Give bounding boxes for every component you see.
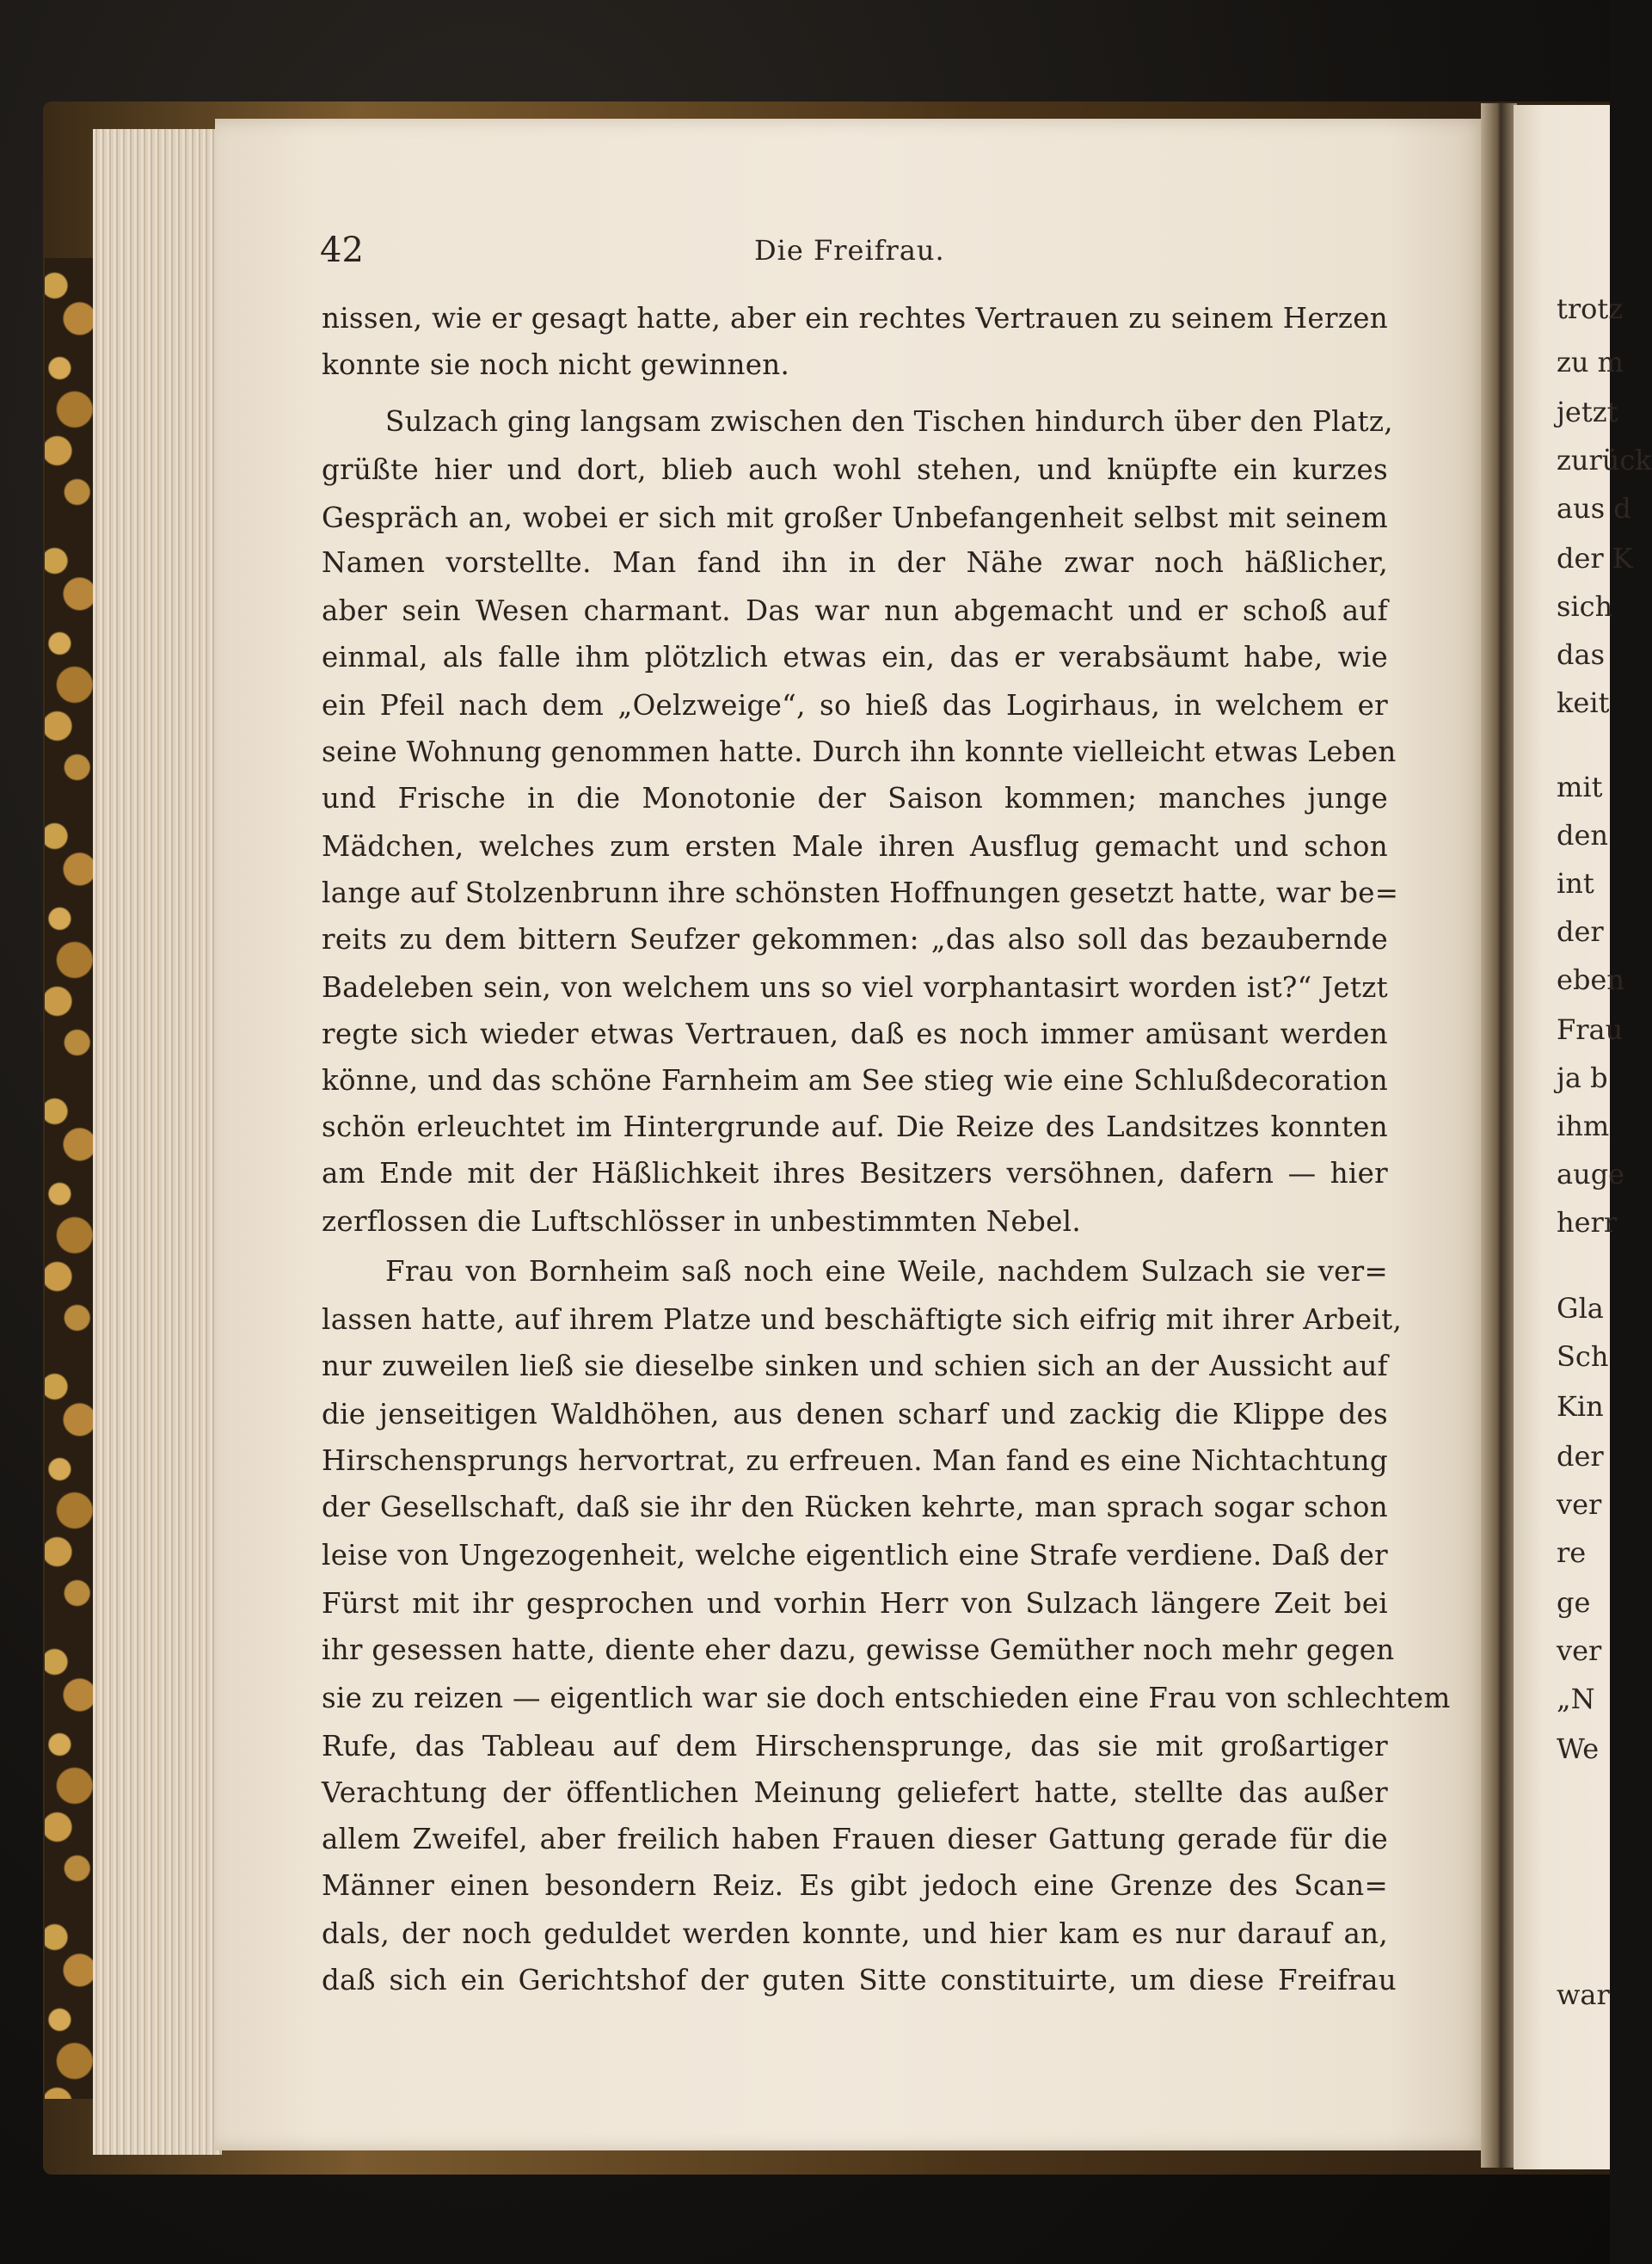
- text-line: Sulzach ging langsam zwischen den Tischen hindurch über den Platz,: [385, 405, 1393, 438]
- text-line: nur zuweilen ließ sie dieselbe sinken und schien sich an der Aussicht auf: [322, 1350, 1388, 1382]
- text-line: konnte sie noch nicht gewinnen.: [322, 348, 790, 381]
- right-page-fragment: „N: [1557, 1683, 1595, 1715]
- right-page-fragment: herr: [1557, 1206, 1618, 1239]
- right-page-fragment: sich: [1557, 590, 1613, 623]
- right-page-fragment: auge: [1557, 1158, 1625, 1190]
- right-page-fragment: mit: [1557, 771, 1603, 803]
- right-page-fragment: Frau: [1557, 1013, 1624, 1046]
- right-page-fragment: keit: [1557, 686, 1610, 719]
- right-page-fragment: ver: [1557, 1634, 1602, 1667]
- right-page-fragment: trotz: [1557, 292, 1624, 325]
- running-title: Die Freifrau.: [754, 234, 945, 267]
- text-line: grüßte hier und dort, blieb auch wohl stehen, und knüpfte ein kurzes: [322, 453, 1388, 486]
- right-page-fragment: den: [1557, 819, 1609, 852]
- text-line: seine Wohnung genommen hatte. Durch ihn konnte vielleicht etwas Leben: [322, 735, 1397, 768]
- text-line: Mädchen, welches zum ersten Male ihren Ausflug gemacht und schon: [322, 830, 1388, 863]
- marbled-edge: [45, 258, 95, 2099]
- right-page-fragment: We: [1557, 1732, 1600, 1765]
- right-page-fragment: Gla: [1557, 1292, 1604, 1325]
- text-line: Hirschensprungs hervortrat, zu erfreuen. Man fand es eine Nichtachtung: [322, 1444, 1388, 1477]
- text-line: am Ende mit der Häßlichkeit ihres Besitzers versöhnen, dafern — hier: [322, 1157, 1388, 1190]
- right-page-fragment: der: [1557, 1440, 1604, 1473]
- right-page-fragment: ge: [1557, 1586, 1591, 1619]
- page-edges: [93, 129, 222, 2155]
- book-gutter: [1481, 103, 1517, 2168]
- right-page-fragment: ver: [1557, 1488, 1602, 1521]
- text-line: Gespräch an, wobei er sich mit großer Unbefangenheit selbst mit seinem: [322, 501, 1388, 534]
- text-line: die jenseitigen Waldhöhen, aus denen scharf und zackig die Klippe des: [322, 1398, 1388, 1430]
- right-page-fragment: zurück: [1557, 444, 1652, 477]
- text-line: einmal, als falle ihm plötzlich etwas ein, das er verabsäumt habe, wie: [322, 641, 1388, 674]
- text-line: daß sich ein Gerichtshof der guten Sitte constituirte, um diese Freifrau: [322, 1964, 1397, 1996]
- text-line: lassen hatte, auf ihrem Platze und beschäftigte sich eifrig mit ihrer Arbeit,: [322, 1303, 1403, 1336]
- text-line: nissen, wie er gesagt hatte, aber ein rechtes Vertrauen zu seinem Herzen: [322, 302, 1388, 335]
- page-header: [320, 231, 1395, 274]
- text-line: Rufe, das Tableau auf dem Hirschensprunge, das sie mit großartiger: [322, 1730, 1388, 1763]
- text-line: der Gesellschaft, daß sie ihr den Rücken kehrte, man sprach sogar schon: [322, 1491, 1388, 1523]
- page-number: 42: [320, 231, 364, 270]
- right-page-fragment: das: [1557, 638, 1605, 671]
- right-page-fragment: aus d: [1557, 492, 1631, 525]
- text-line: und Frische in die Monotonie der Saison kommen; manches junge: [322, 782, 1388, 815]
- right-page-fragment: int: [1557, 867, 1594, 900]
- right-page-fragment: ihm: [1557, 1110, 1610, 1142]
- right-page-fragment: Sch: [1557, 1340, 1609, 1373]
- right-page-fragment: war: [1557, 1978, 1610, 2011]
- text-line: zerflossen die Luftschlösser in unbestimmten Nebel.: [322, 1205, 1081, 1238]
- text-line: allem Zweifel, aber freilich haben Frauen dieser Gattung gerade für die: [322, 1823, 1388, 1855]
- text-line: Fürst mit ihr gesprochen und vorhin Herr von Sulzach längere Zeit bei: [322, 1587, 1388, 1620]
- right-page-fragment: jetzt: [1557, 396, 1618, 428]
- text-line: reits zu dem bittern Seufzer gekommen: „das also soll das bezaubernde: [322, 923, 1388, 956]
- text-line: ihr gesessen hatte, diente eher dazu, gewisse Gemüther noch mehr gegen: [322, 1633, 1395, 1666]
- right-page-fragment: eben: [1557, 963, 1624, 996]
- text-line: schön erleuchtet im Hintergrunde auf. Die Reize des Landsitzes konnten: [322, 1110, 1388, 1143]
- text-line: Männer einen besondern Reiz. Es gibt jedoch eine Grenze des Scan=: [322, 1869, 1388, 1902]
- text-line: dals, der noch geduldet werden konnte, und hier kam es nur darauf an,: [322, 1917, 1388, 1950]
- text-line: lange auf Stolzenbrunn ihre schönsten Hoffnungen gesetzt hatte, war be=: [322, 877, 1399, 909]
- right-page-fragment: der: [1557, 915, 1604, 948]
- right-page-fragment: der K: [1557, 542, 1633, 575]
- text-line: könne, und das schöne Farnheim am See stieg wie eine Schlußdecoration: [322, 1064, 1388, 1097]
- text-line: Frau von Bornheim saß noch eine Weile, nachdem Sulzach sie ver=: [385, 1255, 1388, 1288]
- text-line: ein Pfeil nach dem „Oelzweige“, so hieß das Logirhaus, in welchem er: [322, 689, 1388, 722]
- right-page-fragment: ja b: [1557, 1061, 1608, 1094]
- text-line: Badeleben sein, von welchem uns so viel vorphantasirt worden ist?“ Jetzt: [322, 971, 1388, 1004]
- right-page-fragment: zu m: [1557, 346, 1624, 378]
- right-page-fragment: re: [1557, 1536, 1587, 1569]
- text-line: Verachtung der öffentlichen Meinung geliefert hatte, stellte das außer: [322, 1776, 1388, 1809]
- text-line: regte sich wieder etwas Vertrauen, daß es noch immer amüsant werden: [322, 1018, 1388, 1050]
- text-line: sie zu reizen — eigentlich war sie doch entschieden eine Frau von schlechtem: [322, 1682, 1451, 1714]
- right-page-fragment: Kin: [1557, 1390, 1604, 1423]
- text-line: aber sein Wesen charmant. Das war nun abgemacht und er schoß auf: [322, 594, 1388, 627]
- text-line: leise von Ungezogenheit, welche eigentlich eine Strafe verdiene. Daß der: [322, 1539, 1388, 1572]
- text-line: Namen vorstellte. Man fand ihn in der Nähe zwar noch häßlicher,: [322, 546, 1388, 579]
